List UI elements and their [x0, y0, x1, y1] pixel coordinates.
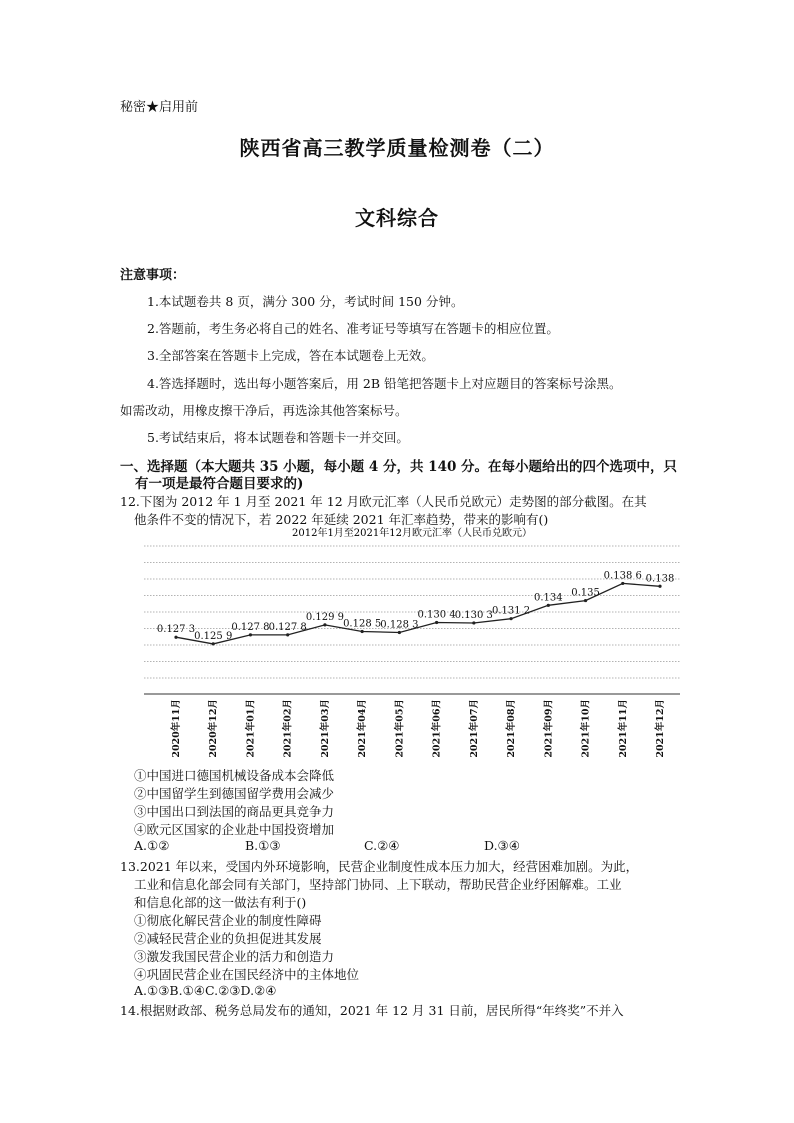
choice-d: D.③④ — [484, 838, 520, 853]
data-label: 0.131 2 — [491, 605, 531, 617]
x-tick-label: 2021年04月 — [357, 699, 369, 758]
data-point — [509, 617, 512, 620]
data-point — [621, 582, 624, 585]
x-tick-label: 2021年06月 — [431, 699, 443, 758]
option-item: ①中国进口德国机械设备成本会降低 — [134, 768, 335, 783]
note-item: 如需改动，用橡皮擦干净后，再选涂其他答案标号。 — [120, 403, 408, 418]
question-14-text: 14.根据财政部、税务总局发布的通知，2021 年 12 月 31 日前，居民所得“年终奖”不并入 — [120, 1003, 624, 1018]
data-label: 0.128 5 — [343, 618, 382, 630]
chart-x-ticks — [170, 699, 666, 758]
data-point — [212, 642, 215, 645]
x-tick-label: 2021年09月 — [543, 699, 555, 758]
data-point — [472, 621, 475, 624]
data-point — [584, 599, 587, 602]
question-13-text: 和信息化部的这一做法有利于() — [134, 895, 307, 910]
data-label: 0.129 9 — [305, 611, 345, 623]
data-label: 0.138 6 — [603, 570, 642, 582]
data-label: 0.128 3 — [380, 619, 419, 631]
x-tick-label: 2020年11月 — [171, 699, 182, 758]
question-12-text: 12.下图为 2012 年 1 月至 2021 年 12 月欧元汇率（人民币兑欧元）走势图的部分截图。在其 — [120, 494, 647, 509]
choice-b: B.①③ — [245, 838, 281, 853]
x-tick-label: 2021年07月 — [468, 699, 480, 758]
x-tick-label: 2021年01月 — [245, 699, 257, 758]
data-point — [435, 621, 438, 624]
x-tick-label: 2021年02月 — [282, 699, 294, 758]
note-item: 4.答选择题时，选出每小题答案后，用 2B 铅笔把答题卡上对应题目的答案标号涂黑。 — [147, 376, 622, 391]
section-heading-cont: 有一项是最符合题目要求的) — [135, 476, 304, 492]
question-13-text: 13.2021 年以来，受国内外环境影响，民营企业制度性成本压力加大，经营困难加剧。为此， — [120, 859, 639, 874]
chart-title: 2012年1月至2021年12月欧元汇率（人民币兑欧元） — [292, 528, 532, 539]
data-label: 0.130 3 — [454, 609, 493, 621]
data-point — [398, 631, 401, 634]
x-tick-label: 2020年12月 — [208, 699, 220, 758]
question-13-text: 工业和信息化部会同有关部门，坚持部门协同、上下联动，帮助民营企业纾困解难。工业 — [134, 877, 622, 892]
note-item: 5.考试结束后，将本试题卷和答题卡一并交回。 — [147, 430, 409, 445]
x-tick-label: 2021年08月 — [506, 699, 518, 758]
section-heading: 一、选择题（本大题共 35 小题，每小题 4 分，共 140 分。在每小题给出的四个选项中，只 — [120, 459, 678, 475]
x-tick-label: 2021年10月 — [580, 699, 592, 758]
data-point — [361, 630, 364, 633]
data-point — [286, 633, 289, 636]
data-label: 0.138 — [645, 573, 675, 585]
option-item: ②减轻民营企业的负担促进其发展 — [134, 931, 322, 946]
data-label: 0.127 8 — [268, 621, 307, 633]
page-subtitle: 文科综合 — [355, 206, 439, 230]
choices-line: A.①③B.①④C.②③D.②④ — [134, 983, 277, 998]
page-title: 陕西省高三教学质量检测卷（二） — [239, 136, 555, 160]
option-item: ①彻底化解民营企业的制度性障碍 — [134, 913, 322, 928]
note-item: 2.答题前，考生务必将自己的姓名、准考证号等填写在答题卡的相应位置。 — [147, 321, 559, 336]
option-item: ③中国出口到法国的商品更具竞争力 — [134, 804, 335, 819]
option-item: ④欧元区国家的企业赴中国投资增加 — [134, 822, 335, 837]
x-tick-label: 2021年05月 — [394, 699, 406, 758]
data-point — [547, 604, 550, 607]
data-label: 0.127 8 — [231, 621, 270, 633]
secret-label: 秘密★启用前 — [120, 100, 199, 115]
x-tick-label: 2021年12月 — [655, 699, 666, 758]
data-point — [658, 585, 661, 588]
note-item: 1.本试题卷共 8 页，满分 300 分，考试时间 150 分钟。 — [147, 294, 464, 309]
data-point — [323, 623, 326, 626]
data-point — [174, 636, 177, 639]
chart-data-labels — [157, 570, 674, 641]
data-label: 0.135 — [571, 587, 600, 599]
notes-heading: 注意事项： — [120, 268, 186, 283]
data-label: 0.127 3 — [156, 624, 196, 636]
option-item: ②中国留学生到德国留学费用会减少 — [134, 786, 335, 801]
x-tick-label: 2021年11月 — [617, 699, 629, 758]
note-item: 3.全部答案在答题卡上完成，答在本试题卷上无效。 — [147, 348, 434, 363]
question-12-text: 他条件不变的情况下，若 2022 年延续 2021 年汇率趋势，带来的影响有() — [134, 512, 549, 527]
data-label: 0.130 4 — [417, 609, 456, 621]
data-point — [249, 633, 252, 636]
data-label: 0.125 9 — [194, 630, 233, 642]
exchange-rate-chart — [140, 522, 685, 764]
option-item: ④巩固民营企业在国民经济中的主体地位 — [134, 967, 360, 982]
x-tick-label: 2021年03月 — [319, 699, 331, 758]
option-item: ③激发我国民营企业的活力和创造力 — [134, 949, 335, 964]
choice-c: C.②④ — [364, 838, 400, 853]
choice-a: A.①② — [134, 838, 170, 853]
data-label: 0.134 — [533, 592, 563, 604]
